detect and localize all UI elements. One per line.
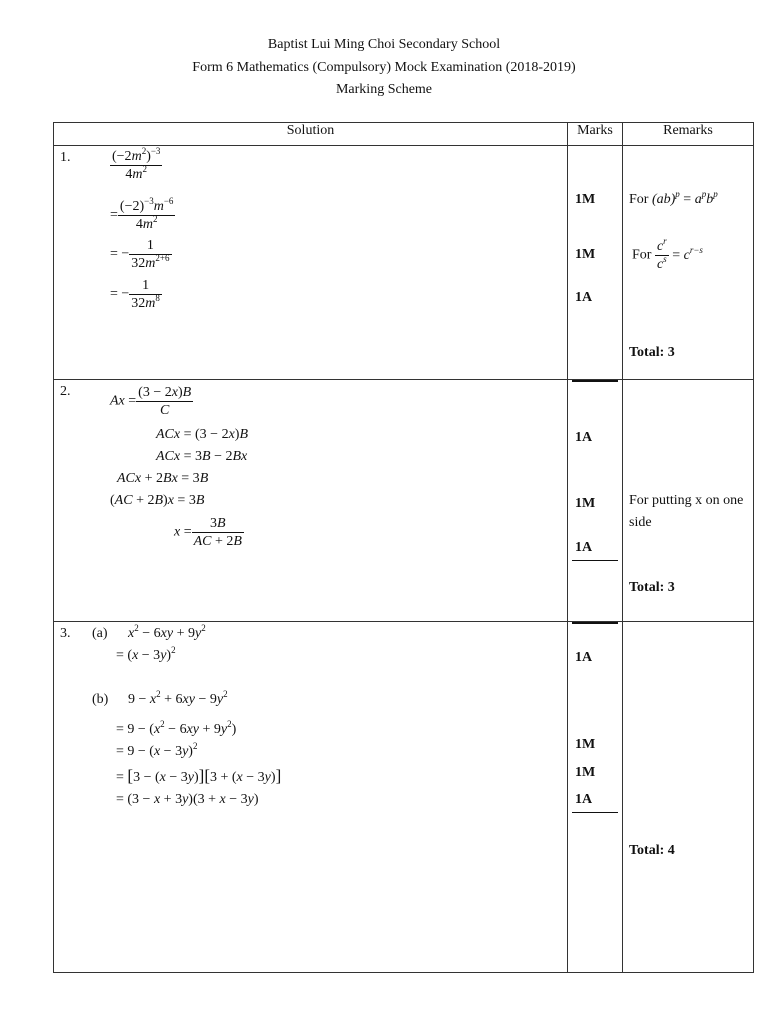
q2-mark-2: 1M	[575, 496, 596, 511]
q3-mark-2: 1M	[575, 737, 596, 752]
q1-remark-2: For $\frac{c^r}{c^s}$ = $c^{r-s}$	[632, 236, 703, 272]
q2-step-5: (AC + 2B)x = 3B	[110, 493, 205, 508]
q3b-step-3: = $9 - (x - 3y)^2$	[116, 741, 198, 759]
q2-remarks	[623, 380, 754, 622]
q2-total: Total: 3	[629, 580, 675, 595]
q1-marks	[568, 146, 623, 380]
q2-remark: For putting x on one side	[629, 493, 744, 530]
header-row	[54, 123, 754, 146]
q1-solution	[54, 146, 568, 380]
q3b-step-1: $9 - x^2 + 6xy - 9y^2$	[128, 689, 228, 707]
q3-solution	[54, 622, 568, 973]
q1-remarks	[623, 146, 754, 380]
q3-part-a: (a)	[92, 626, 108, 641]
q1-remark-1: For $(ab)^p = a^pb^p$	[629, 189, 718, 207]
q3b-step-5: = (3 − x + 3y)(3 + x − 3y)	[116, 792, 259, 807]
q2-step-1: Ax = $\frac{(3 - 2x)B}{C}$	[110, 385, 192, 418]
q3-underline	[572, 812, 618, 813]
q3-marks	[568, 622, 623, 973]
q2-step-3: ACx = 3B − 2Bx	[156, 449, 248, 464]
q2-solution	[54, 380, 568, 622]
q1-step-4: = − $\frac{1}{32m^8}$	[110, 278, 160, 311]
q1-step-1: $\frac{(-2m^2)^{-3}}{4m^2}$	[112, 146, 161, 182]
solution-header: Solution	[54, 123, 568, 146]
q2-step-4: ACx + 2Bx = 3B	[117, 471, 209, 486]
q2-mark-3: 1A	[575, 540, 593, 555]
q2-step-2: ACx = (3 − 2x)B	[156, 427, 249, 442]
q3-mark-1: 1A	[575, 650, 593, 665]
q3a-step-2: = $(x - 3y)^2$	[116, 645, 176, 663]
q1-number: 1.	[60, 150, 71, 165]
document-title: Marking Scheme	[335, 82, 433, 97]
q2-number: 2.	[60, 384, 71, 399]
q1-mark-1: 1M	[575, 192, 596, 207]
q3-remarks	[623, 622, 754, 973]
exam-title: Form 6 Mathematics (Compulsory) Mock Examination (2018-2019)	[192, 60, 576, 75]
q3-top-rule	[572, 622, 618, 624]
q3-total: Total: 4	[629, 843, 675, 858]
q1-mark-3: 1A	[575, 290, 593, 305]
q3-mark-3: 1M	[575, 765, 596, 780]
q3a-step-1: $x^2 - 6xy + 9y^2$	[128, 623, 206, 641]
q2-mark-1: 1A	[575, 430, 593, 445]
q1-total: Total: 3	[629, 345, 675, 360]
q1-step-2: = $\frac{(-2)^{-3}m^{-6}}{4m^2}$	[110, 196, 174, 232]
q2-marks	[568, 380, 623, 622]
q2-step-6: x = $\frac{3B}{AC + 2B}$	[174, 516, 242, 549]
school-name: Baptist Lui Ming Choi Secondary School	[267, 37, 501, 52]
q1-step-3: = − $\frac{1}{32m^{2+6}}$	[110, 238, 170, 271]
q3-part-b: (b)	[92, 692, 109, 707]
q3-mark-4: 1A	[575, 792, 593, 807]
q2-top-rule	[572, 380, 618, 382]
q3-number: 3.	[60, 626, 71, 641]
remarks-header: Remarks	[623, 123, 754, 146]
marks-header: Marks	[568, 123, 623, 146]
question-3-row	[54, 622, 754, 973]
q2-underline	[572, 560, 618, 561]
question-2-row	[54, 380, 754, 622]
q3b-step-4: = [3 − (x − 3y)][3 + (x − 3y)]	[116, 766, 282, 785]
marking-scheme-table	[53, 122, 754, 973]
q1-mark-2: 1M	[575, 247, 596, 262]
question-1-row	[54, 146, 754, 380]
q3b-step-2: = $9 - (x^2 - 6xy + 9y^2)$	[116, 719, 237, 737]
